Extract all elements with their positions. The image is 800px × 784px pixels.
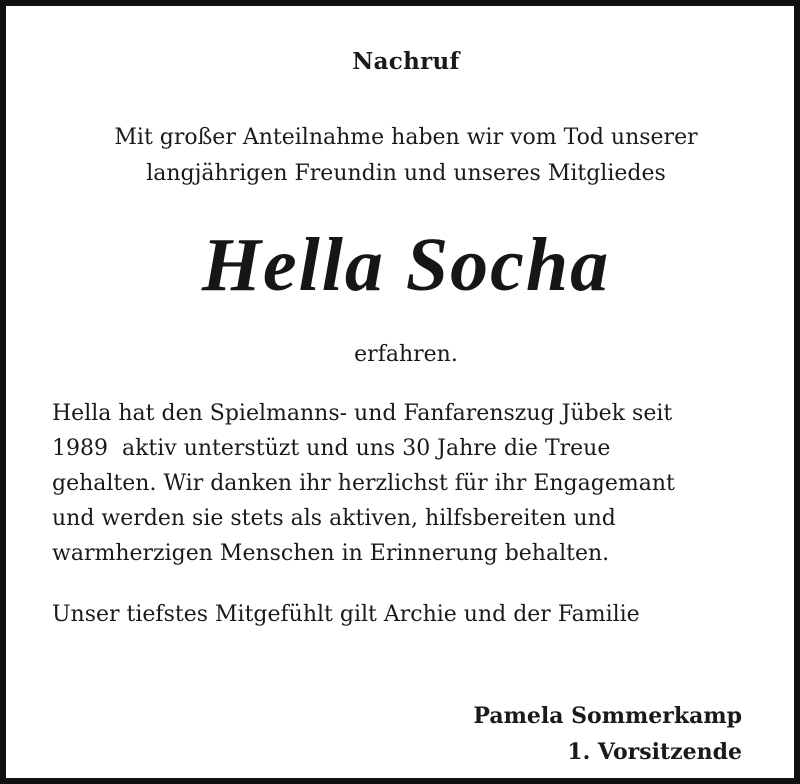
after-name-text: erfahren. [354,342,458,367]
intro-text [6,120,800,192]
body-line: Hella hat den Spielmanns- und Fanfarenszug Jübek seit [52,401,673,426]
signer-name: Pamela Sommerkamp [473,703,742,729]
body-line: und werden sie stets als aktiven, hilfsbereiten und [52,506,616,531]
body-paragraph [52,396,772,571]
condolence-line: Unser tiefstes Mitgefühlt gilt Archie und der Familie [52,602,640,627]
intro-line: Mit großer Anteilnahme haben wir vom Tod unserer [114,125,698,150]
body-line: warmherzigen Menschen in Erinnerung behalten. [52,541,610,566]
deceased-name: Hella Socha [201,223,611,307]
intro-line: langjährigen Freundin und unseres Mitgliedes [146,161,666,186]
body-line: 1989 aktiv unterstüzt und uns 30 Jahre die Treue [52,436,611,461]
signature-block [473,698,742,770]
notice-title: Nachruf [352,48,460,75]
body-line: gehalten. Wir danken ihr herzlichst für ihr Engagemant [52,471,675,496]
signer-role: 1. Vorsitzende [567,739,742,765]
